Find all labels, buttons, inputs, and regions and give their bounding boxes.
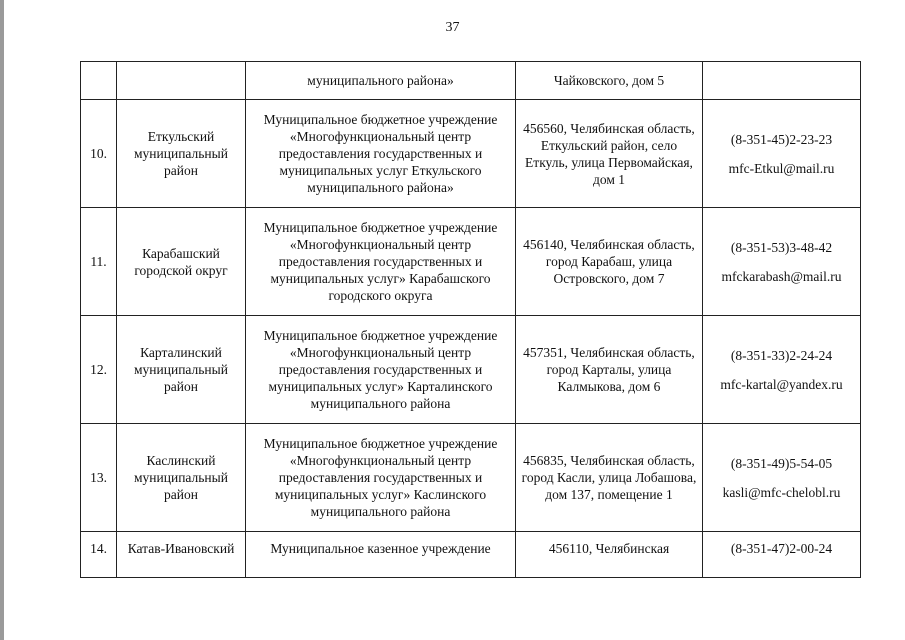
organization-cell: Муниципальное бюджетное учреждение «Многофункциональный центр предоставления государственных и муниципальных услуг» Карабашского городского округа — [246, 208, 516, 316]
email-address[interactable]: mfckarabash@mail.ru — [721, 268, 842, 284]
num-cell: 11. — [81, 208, 117, 316]
email-address[interactable]: mfc-Etkul@mail.ru — [728, 160, 835, 176]
table-row — [81, 316, 861, 424]
contacts-cell — [703, 532, 861, 578]
page-number: 37 — [445, 20, 460, 35]
organization-cell: муниципального района» — [246, 62, 516, 100]
table-row — [81, 424, 861, 532]
phone-number: (8-351-53)3-48-42 — [730, 239, 833, 255]
num-cell: 13. — [81, 424, 117, 532]
phone-number: (8-351-45)2-23-23 — [730, 131, 833, 147]
organization-cell: Муниципальное бюджетное учреждение «Многофункциональный центр предоставления государственных и муниципальных услуг» Каслинского муниципального района — [246, 424, 516, 532]
email-address[interactable]: mfc-kartal@yandex.ru — [720, 376, 843, 392]
district-cell — [117, 62, 246, 100]
phone-number: (8-351-49)5-54-05 — [730, 455, 833, 471]
num-cell: 10. — [81, 100, 117, 208]
phone-number: (8-351-33)2-24-24 — [730, 347, 833, 363]
email-address[interactable]: kasli@mfc-chelobl.ru — [722, 484, 841, 500]
address-cell: 456140, Челябинская область, город Карабаш, улица Островского, дом 7 — [516, 208, 703, 316]
district-cell: Катав-Ивановский — [117, 532, 246, 578]
address-cell: 457351, Челябинская область, город Карталы, улица Калмыкова, дом 6 — [516, 316, 703, 424]
table-row-partial — [81, 532, 861, 578]
page-edge — [0, 0, 4, 640]
contacts-cell — [703, 208, 861, 316]
num-cell: 14. — [81, 532, 117, 578]
organization-cell: Муниципальное бюджетное учреждение «Многофункциональный центр предоставления государственных и муниципальных услуг Еткульского муниципального района» — [246, 100, 516, 208]
contacts-cell — [703, 100, 861, 208]
address-cell: Чайковского, дом 5 — [516, 62, 703, 100]
address-cell: 456835, Челябинская область, город Касли, улица Лобашова, дом 137, помещение 1 — [516, 424, 703, 532]
num-cell — [81, 62, 117, 100]
district-cell: Карталинский муниципальный район — [117, 316, 246, 424]
mfc-table — [80, 61, 861, 578]
district-cell: Каслинский муниципальный район — [117, 424, 246, 532]
contacts-cell — [703, 424, 861, 532]
address-cell: 456110, Челябинская — [516, 532, 703, 578]
num-cell: 12. — [81, 316, 117, 424]
organization-cell: Муниципальное казенное учреждение — [246, 532, 516, 578]
table-row-continuation — [81, 62, 861, 100]
address-cell: 456560, Челябинская область, Еткульский район, село Еткуль, улица Первомайская, дом 1 — [516, 100, 703, 208]
contacts-cell — [703, 62, 861, 100]
phone-number: (8-351-47)2-00-24 — [730, 541, 833, 556]
table-row — [81, 100, 861, 208]
table-row — [81, 208, 861, 316]
district-cell: Карабашский городской округ — [117, 208, 246, 316]
district-cell: Еткульский муниципальный район — [117, 100, 246, 208]
organization-cell: Муниципальное бюджетное учреждение «Многофункциональный центр предоставления государственных и муниципальных услуг» Карталинского муниципального района — [246, 316, 516, 424]
contacts-cell — [703, 316, 861, 424]
